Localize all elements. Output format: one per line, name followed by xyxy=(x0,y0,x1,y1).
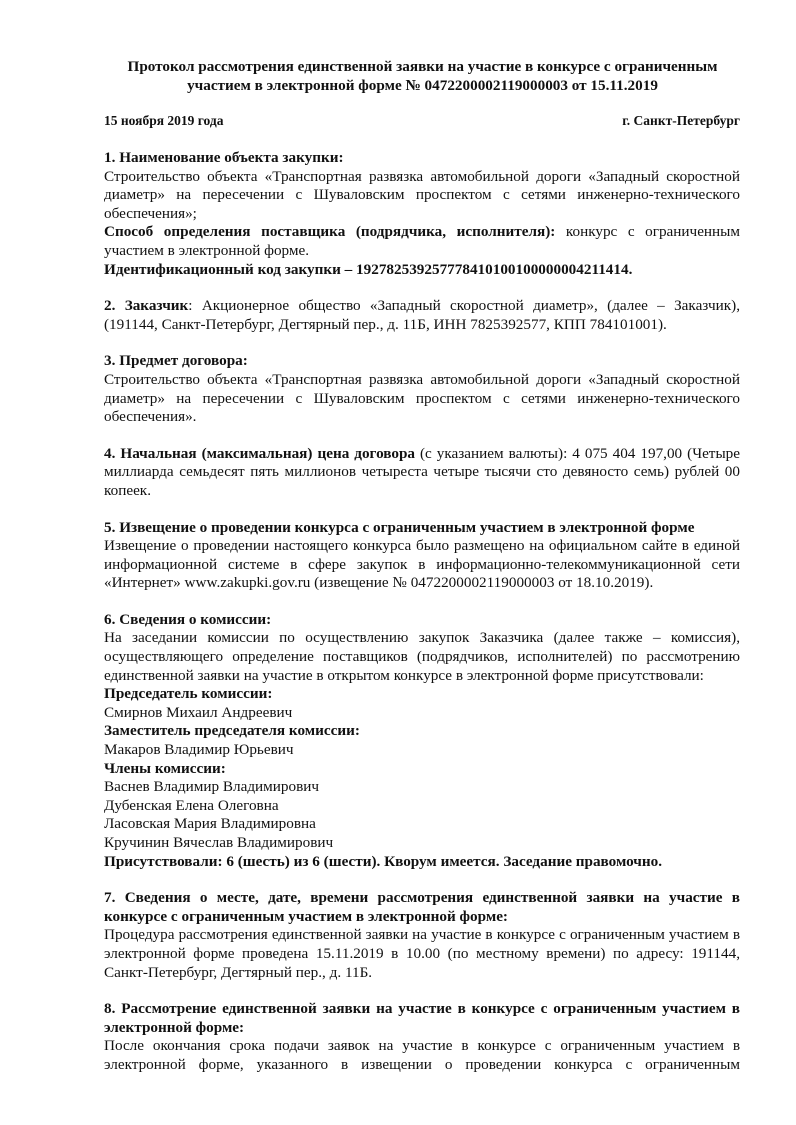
section-8-heading: 8. Рассмотрение единственной заявки на участие в конкурсе с ограниченным участием в электронной форме: xyxy=(104,1000,740,1036)
section-6-text: На заседании комиссии по осуществлению закупок Заказчика (далее также – комиссия), осуществляющего определение поставщиков (подрядчиков, исполнителей) по рассмотрению единственной заявки на участие в открытом конкурсе в электронной форме присутствовали: xyxy=(104,629,740,684)
members-label: Члены комиссии: xyxy=(104,759,226,777)
section-2-text: : Акционерное общество «Западный скоростной диаметр», (далее – Заказчик), (191144, Санкт-Петербург, Дегтярный пер., д. 11Б, ИНН 7825392577, КПП 784101001). xyxy=(104,297,741,333)
document-city: г. Санкт-Петербург xyxy=(622,113,740,128)
member-name: Кручинин Вячеслав Владимирович xyxy=(104,834,334,851)
section-4-text: (с указанием валюты): 4 075 404 197,00 (Четыре миллиарда семьдесят пять миллионов четыреста четыре тысячи сто девяносто семь) рублей 00 копеек. xyxy=(104,444,740,499)
section-1-text: Строительство объекта «Транспортная развязка автомобильной дороги «Западный скоростной диаметр» на пересечении с Шуваловским проспектом с сетями инженерно-технического обеспечения»; xyxy=(104,167,740,222)
section-4 xyxy=(104,445,740,501)
section-3 xyxy=(104,352,740,426)
document-body xyxy=(104,149,740,1093)
member-name: Дубенская Елена Олеговна xyxy=(104,796,279,814)
member-name: Ласовская Мария Владимировна xyxy=(104,815,316,833)
section-5 xyxy=(104,519,740,593)
procurement-method-value: конкурс с ограниченным участием в электронной форме. xyxy=(104,223,740,259)
deputy-name: Макаров Владимир Юрьевич xyxy=(104,741,294,759)
section-4-heading: 4. Начальная (максимальная) цена договора xyxy=(104,444,416,462)
section-8 xyxy=(104,1000,740,1074)
section-3-heading: 3. Предмет договора: xyxy=(104,352,248,370)
quorum-statement: Присутствовали: 6 (шесть) из 6 (шести). Кворум имеется. Заседание правомочно. xyxy=(104,852,662,870)
procurement-code-value: – 192782539257778410100100000004211414. xyxy=(340,260,633,278)
section-8-text: После окончания срока подачи заявок на участие в конкурсе с ограниченным участием в электронной форме, указанного в извещении о проведении конкурса с ограниченным xyxy=(104,1037,740,1073)
chair-label: Председатель комиссии: xyxy=(104,685,273,703)
document-date: 15 ноября 2019 года xyxy=(104,113,224,128)
procurement-method-label: Способ определения поставщика (подрядчика, исполнителя): xyxy=(104,223,556,241)
section-1-heading: 1. Наименование объекта закупки: xyxy=(104,149,344,166)
section-6 xyxy=(104,611,740,871)
section-2-heading: 2. Заказчик xyxy=(104,297,189,315)
section-7-heading: 7. Сведения о месте, дате, времени рассмотрения единственной заявки на участие в конкурсе с ограниченным участием в электронной форме: xyxy=(104,889,740,925)
section-3-text: Строительство объекта «Транспортная развязка автомобильной дороги «Западный скоростной диаметр» на пересечении с Шуваловским проспектом с сетями инженерно-технического обеспечения». xyxy=(104,370,740,426)
section-2 xyxy=(104,297,740,334)
section-1 xyxy=(104,149,740,279)
section-5-text: Извещение о проведении настоящего конкурса было размещено на официальном сайте в единой информационной системе в сфере закупок в информационно-телекоммуникационной сети «Интернет» www.zakupki.gov.ru (извещение № 0472200002119000003 от 18.10.2019). xyxy=(104,537,740,592)
section-7 xyxy=(104,889,740,982)
chair-name: Смирнов Михаил Андреевич xyxy=(104,703,293,721)
document-meta xyxy=(104,112,740,131)
section-7-text: Процедура рассмотрения единственной заявки на участие в конкурсе с ограниченным участием в электронной форме проведена 15.11.2019 в 10.00 (по местному времени) по адресу: 191144, Санкт-Петербург, Дегтярный пер., д. 11Б. xyxy=(104,926,740,981)
document-title: Протокол рассмотрения единственной заявки на участие в конкурсе с ограниченным участием в электронной форме № 0472200002119000003 от 15.11.2019 xyxy=(127,58,718,94)
deputy-label: Заместитель председателя комиссии: xyxy=(104,722,360,740)
member-name: Васнев Владимир Владимирович xyxy=(104,778,320,796)
section-6-heading: 6. Сведения о комиссии: xyxy=(104,610,272,628)
procurement-code-label: Идентификационный код закупки xyxy=(104,260,341,278)
section-5-heading: 5. Извещение о проведении конкурса с ограниченным участием в электронной форме xyxy=(104,518,695,536)
